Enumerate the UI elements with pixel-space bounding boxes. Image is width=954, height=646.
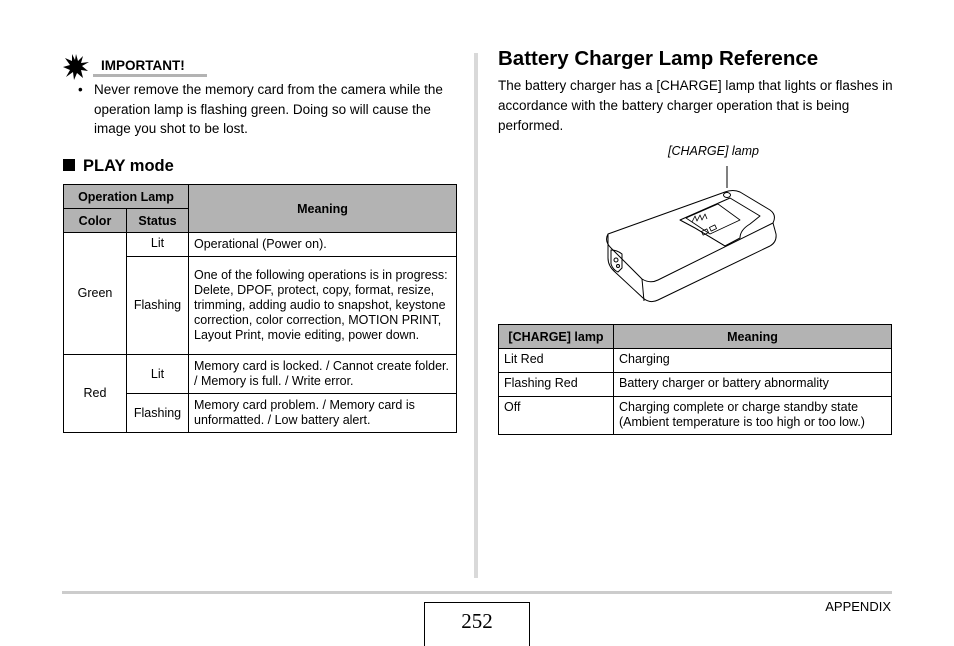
table-row <box>499 349 892 373</box>
bullet-icon: • <box>78 82 83 97</box>
play-mode-title: PLAY mode <box>83 157 174 175</box>
play-mode-heading <box>63 157 174 176</box>
footer-rule <box>62 591 892 594</box>
header-operation-lamp: Operation Lamp <box>64 185 189 209</box>
color-cell-green: Green <box>64 233 127 355</box>
table-row <box>64 355 457 394</box>
starburst-icon <box>63 54 89 80</box>
table-row <box>499 397 892 435</box>
meaning-cell: Memory card problem. / Memory card is unformatted. / Low battery alert. <box>189 394 457 433</box>
battery-charger-illustration <box>600 158 785 310</box>
meaning-cell: Operational (Power on). <box>189 233 457 257</box>
square-bullet-icon <box>63 159 75 171</box>
section-label: APPENDIX <box>825 599 891 614</box>
important-underline <box>93 74 207 77</box>
header-charge-lamp: [CHARGE] lamp <box>499 325 614 349</box>
meaning-cell: One of the following operations is in progress: Delete, DPOF, protect, copy, format, resize, trimming, adding audio to snapshot, keystone correction, color correction, MOTION PRINT, Layout Print, movie editing, power down. <box>189 257 457 355</box>
important-bullet-text: Never remove the memory card from the camera while the operation lamp is flashing green. Doing so will cause the image you shot to be lost. <box>94 82 443 136</box>
status-cell: Flashing <box>127 394 189 433</box>
meaning-cell: Battery charger or battery abnormality <box>614 373 892 397</box>
charger-section-title: Battery Charger Lamp Reference <box>498 47 819 70</box>
play-mode-table <box>63 184 457 433</box>
charge-lamp-table <box>498 324 892 435</box>
header-meaning: Meaning <box>614 325 892 349</box>
meaning-cell: Memory card is locked. / Cannot create folder. / Memory is full. / Write error. <box>189 355 457 394</box>
meaning-cell: Charging complete or charge standby state (Ambient temperature is too high or too low.) <box>614 397 892 435</box>
column-divider <box>474 53 478 578</box>
header-status: Status <box>127 209 189 233</box>
status-cell: Lit <box>127 233 189 257</box>
table-row <box>499 373 892 397</box>
page-number: 252 <box>424 602 530 646</box>
important-heading <box>63 54 207 78</box>
important-label: IMPORTANT! <box>101 58 185 73</box>
lamp-cell: Flashing Red <box>499 373 614 397</box>
meaning-cell: Charging <box>614 349 892 373</box>
header-meaning: Meaning <box>189 185 457 233</box>
table-row <box>64 233 457 257</box>
color-cell-red: Red <box>64 355 127 433</box>
charge-lamp-caption: [CHARGE] lamp <box>668 144 759 158</box>
status-cell: Lit <box>127 355 189 394</box>
status-cell: Flashing <box>127 257 189 355</box>
charger-description: The battery charger has a [CHARGE] lamp that lights or flashes in accordance with the battery charger operation that is being performed. <box>498 78 893 133</box>
lamp-cell: Off <box>499 397 614 435</box>
header-color: Color <box>64 209 127 233</box>
lamp-cell: Lit Red <box>499 349 614 373</box>
